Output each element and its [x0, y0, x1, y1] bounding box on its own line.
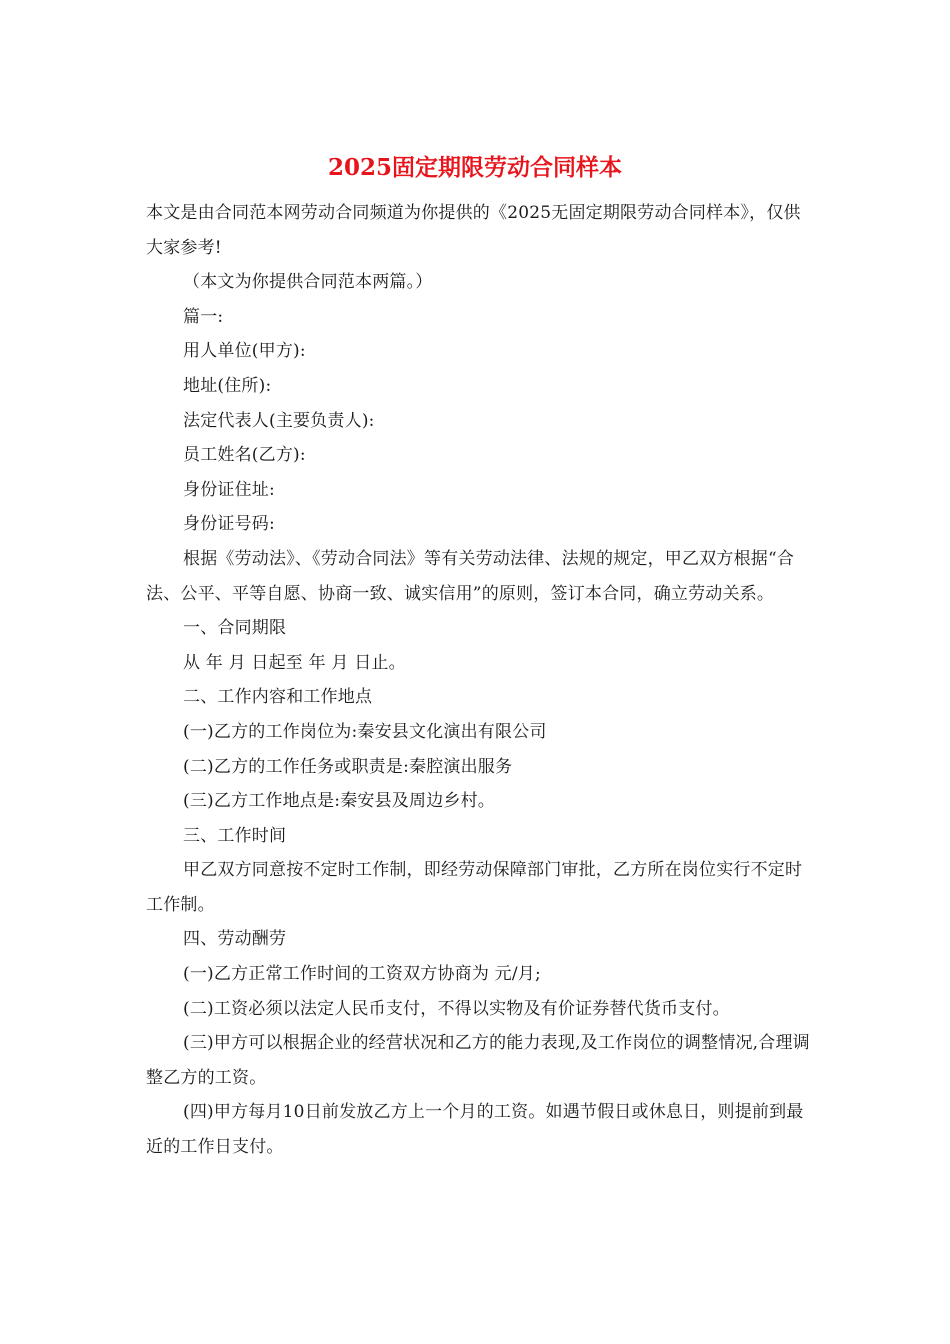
form-field-id-address: 身份证住址: — [183, 479, 275, 500]
clause-text: (三)甲方可以根据企业的经营状况和乙方的能力表现,及工作岗位的调整情况,合理调整乙方的工资。 — [146, 1033, 810, 1088]
form-field-address: 地址(住所): — [183, 375, 272, 396]
form-field-employer: 用人单位(甲方): — [183, 341, 306, 362]
clause-text: (一)乙方的工作岗位为:秦安县文化演出有限公司 — [183, 721, 547, 742]
form-field-id-number: 身份证号码: — [183, 514, 275, 535]
clause-text: (二)乙方的工作任务或职责是:秦腔演出服务 — [183, 756, 513, 777]
section-heading: 篇一: — [183, 306, 224, 327]
clause-heading: 三、工作时间 — [183, 825, 287, 846]
clause-text: 从 年 月 日起至 年 月 日止。 — [183, 652, 406, 673]
clause-heading: 一、合同期限 — [183, 618, 287, 639]
note-paragraph: （本文为你提供合同范本两篇。） — [183, 272, 433, 293]
clause-heading: 四、劳动酬劳 — [183, 929, 287, 950]
intro-paragraph: 本文是由合同范本网劳动合同频道为你提供的《2025无固定期限劳动合同样本》，仅供大家参考! — [146, 203, 801, 258]
clause-text: (一)乙方正常工作时间的工资双方协商为 元/月; — [183, 964, 541, 985]
clause-heading: 二、工作内容和工作地点 — [183, 687, 373, 708]
clause-text: (四)甲方每月10日前发放乙方上一个月的工资。如遇节假日或休息日，则提前到最近的工作日支付。 — [146, 1102, 804, 1158]
form-field-employee-name: 员工姓名(乙方): — [183, 445, 306, 466]
form-field-legal-rep: 法定代表人(主要负责人): — [183, 410, 375, 431]
clause-text: (二)工资必须以法定人民币支付，不得以实物及有价证券替代货币支付。 — [183, 998, 730, 1019]
clause-text: 甲乙双方同意按不定时工作制，即经劳动保障部门审批，乙方所在岗位实行不定时工作制。 — [146, 860, 803, 915]
document-title: 2025固定期限劳动合同样本 — [327, 154, 622, 181]
document-body — [146, 196, 810, 1165]
preamble-paragraph: 根据《劳动法》、《劳动合同法》等有关劳动法律、法规的规定，甲乙双方根据“合法、公平、平等自愿、协商一致、诚实信用”的原则，签订本合同，确立劳动关系。 — [146, 548, 795, 604]
clause-text: (三)乙方工作地点是:秦安县及周边乡村。 — [183, 791, 495, 812]
